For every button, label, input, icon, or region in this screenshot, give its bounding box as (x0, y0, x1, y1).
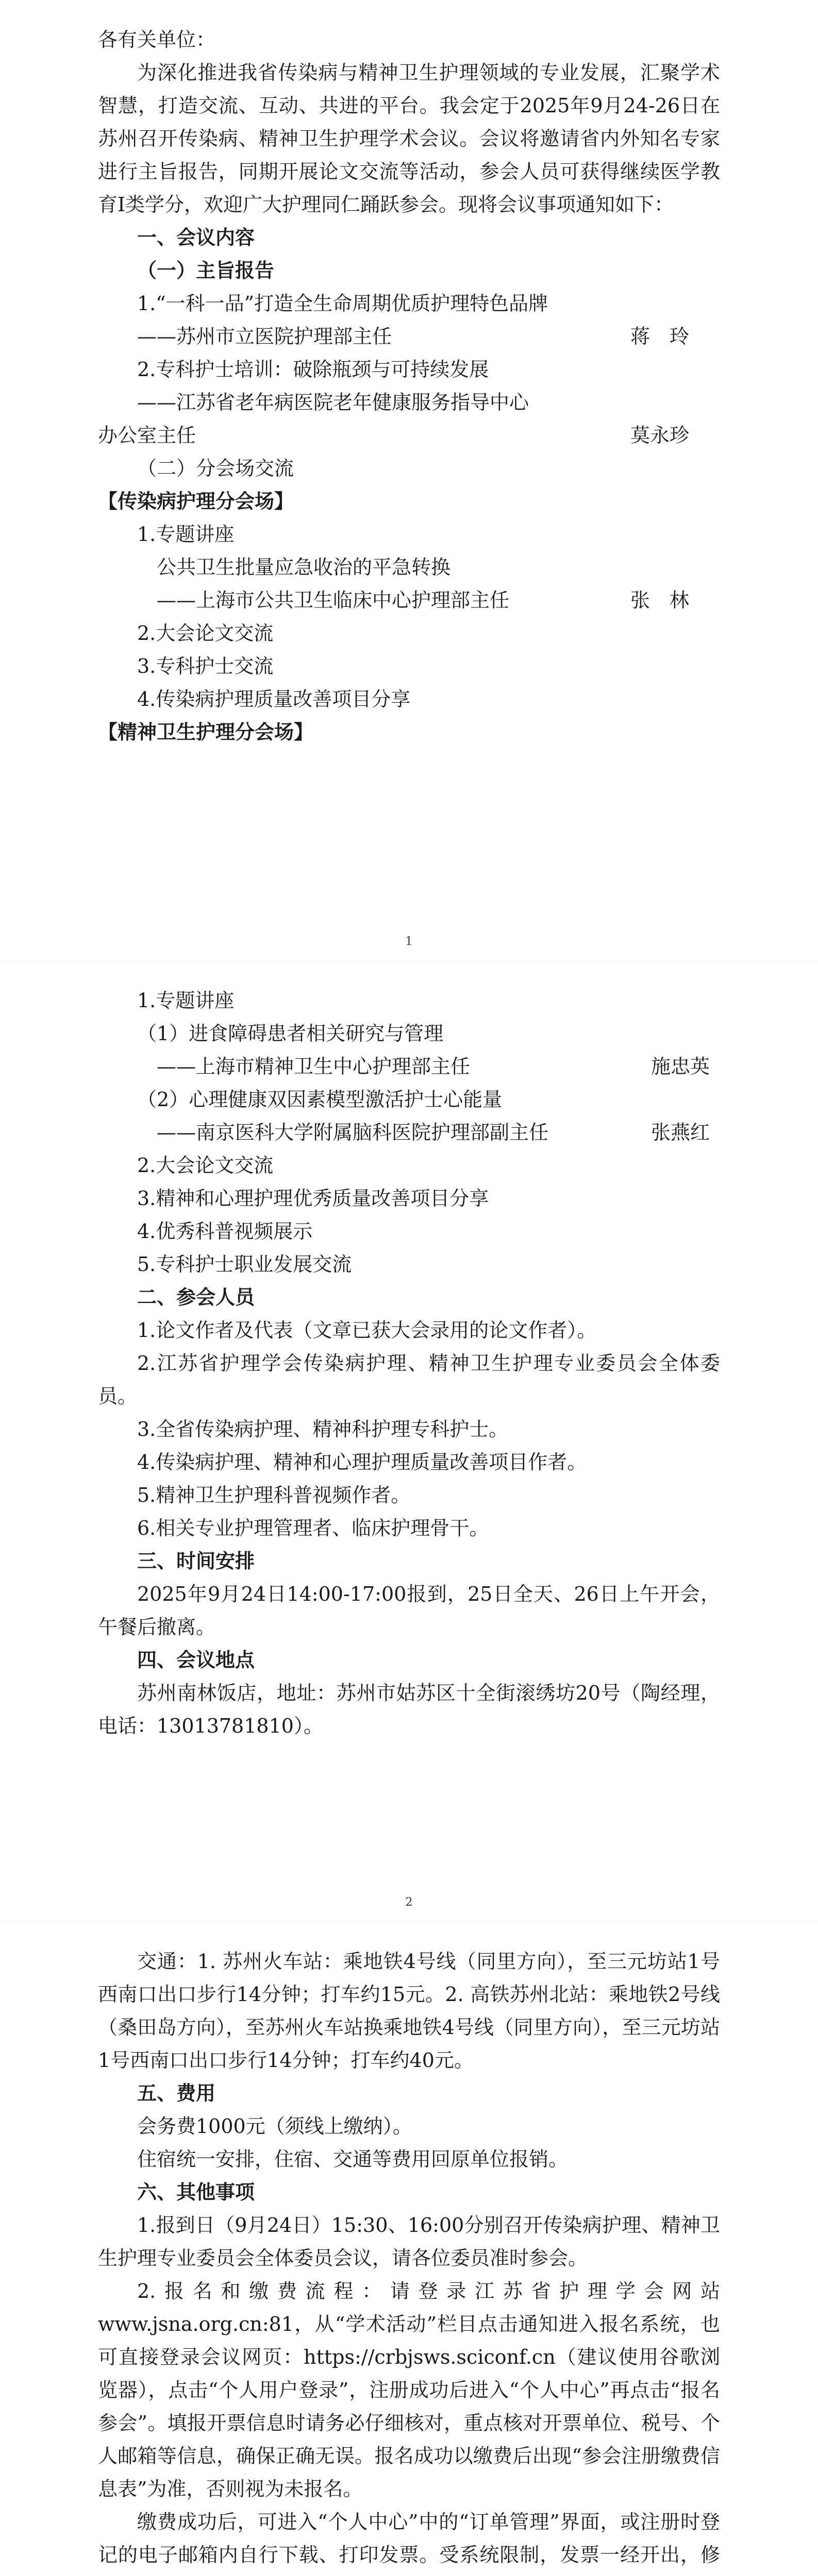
document-page-3 (0, 1922, 818, 2576)
venue-heading: 【传染病护理分会场】 (98, 489, 294, 513)
report-title: 2.专科护士培训：破除瓶颈与可持续发展 (137, 358, 489, 381)
list-item: 4.传染病护理、精神和心理护理质量改善项目作者。 (137, 1451, 587, 1473)
list-item: 1.专题讲座 (137, 523, 235, 546)
speaker-name: 张 林 (630, 589, 689, 612)
page-number: 1 (405, 935, 413, 948)
page-number: 2 (405, 1896, 413, 1909)
page-1-body (98, 23, 720, 749)
speaker-line (98, 419, 720, 452)
list-item: 4.传染病护理质量改善项目分享 (137, 688, 411, 710)
salutation: 各有关单位： (98, 28, 216, 51)
list-item: 2.大会论文交流 (137, 1154, 274, 1177)
speaker-line (98, 1050, 720, 1083)
section-heading: 四、会议地点 (137, 1648, 255, 1671)
list-item: 3.全省传染病护理、精神科护理专科护士。 (137, 1418, 509, 1440)
page-2-body (98, 984, 720, 1742)
section-heading: 六、其他事项 (137, 2180, 255, 2204)
section-heading: 一、会议内容 (137, 226, 255, 249)
venue-heading: 【精神卫生护理分会场】 (98, 720, 314, 743)
lecture-title: 公共卫生批量应急收治的平急转换 (157, 556, 451, 579)
document-page-2 (0, 961, 818, 1922)
lecture-title: （1）进食障碍患者相关研究与管理 (137, 1022, 444, 1045)
schedule-text: 2025年9月24日14:00-17:00报到，25日全天、26日上午开会，午餐后撤离。 (98, 1583, 720, 1638)
speaker-name: 蒋 玲 (630, 325, 689, 348)
speaker-name: 施忠英 (650, 1055, 710, 1078)
fee-text: 会务费1000元（须线上缴纳）。 (137, 2115, 412, 2138)
list-item: 1.专题讲座 (137, 989, 235, 1012)
transport-text: 交通：1. 苏州火车站：乘地铁4号线（同里方向），至三元坊站1号西南口出口步行14分钟；打车约15元。2. 高铁苏州北站：乘地铁2号线（桑田岛方向），至苏州火车站换乘地铁4号线（同里方向），至三元坊站1号西南口出口步行14分钟；打车约40元。 (98, 1950, 720, 2072)
list-item: 3.专科护士交流 (137, 655, 274, 677)
subsection-heading: （二）分会场交流 (137, 457, 294, 480)
speaker-title: ——江苏省老年病医院老年健康服务指导中心 (137, 391, 529, 414)
subsection-heading: （一）主旨报告 (137, 259, 275, 282)
speaker-line (98, 320, 720, 353)
list-item: 5.精神卫生护理科普视频作者。 (137, 1484, 411, 1506)
report-title: 1.“一科一品”打造全生命周期优质护理特色品牌 (137, 292, 548, 315)
list-item: 2.江苏省护理学会传染病护理、精神卫生护理专业委员会全体委员。 (98, 1352, 720, 1408)
list-item: 2.报名和缴费流程：请登录江苏省护理学会网站www.jsna.org.cn:81，从“学术活动”栏目点击通知进入报名系统，也可直接登录会议网页：https://crbjsws.sciconf.cn（建议使用谷歌浏览器），点击“个人用户登录”，注册成功后进入“个人中心”再点击“报名参会”。填报开票信息时请务必仔细核对，重点核对开票单位、税号、个人邮箱等信息，确保正确无误。报名成功以缴费后出现“参会注册缴费信息表”为准，否则视为未报名。 (98, 2280, 720, 2500)
venue-address: 苏州南林饭店，地址：苏州市姑苏区十全街滚绣坊20号（陶经理，电话：13013781810）。 (98, 1682, 720, 1737)
list-item: 5.专科护士职业发展交流 (137, 1253, 352, 1276)
speaker-title: 办公室主任 (98, 424, 196, 447)
speaker-title: ——南京医科大学附属脑科医院护理部副主任 (157, 1121, 549, 1144)
list-item: 2.大会论文交流 (137, 622, 274, 645)
list-item: 1.论文作者及代表（文章已获大会录用的论文作者）。 (137, 1319, 597, 1342)
page-3-body (98, 1945, 720, 2576)
list-item: 4.优秀科普视频展示 (137, 1220, 313, 1243)
section-heading: 三、时间安排 (137, 1549, 255, 1572)
fee-text: 住宿统一安排，住宿、交通等费用回原单位报销。 (137, 2148, 569, 2171)
list-item: 3.精神和心理护理优秀质量改善项目分享 (137, 1187, 489, 1210)
section-heading: 二、参会人员 (137, 1285, 255, 1309)
list-item: 6.相关专业护理管理者、临床护理骨干。 (137, 1517, 489, 1539)
speaker-name: 莫永珍 (630, 424, 689, 447)
speaker-line (98, 584, 720, 617)
document-page-1 (0, 0, 818, 961)
lecture-title: （2）心理健康双因素模型激活护士心能量 (137, 1088, 503, 1111)
payment-note: 缴费成功后，可进入“个人中心”中的“订单管理”界面，或注册时登记的电子邮箱内自行下载、打印发票。受系统限制，发票一经开出，修 (98, 2511, 720, 2566)
speaker-name: 张燕红 (650, 1121, 710, 1144)
intro-paragraph: 为深化推进我省传染病与精神卫生护理领域的专业发展，汇聚学术智慧，打造交流、互动、共进的平台。我会定于2025年9月24-26日在苏州召开传染病、精神卫生护理学术会议。会议将邀请省内外知名专家进行主旨报告，同期开展论文交流等活动，参会人员可获得继续医学教育I类学分，欢迎广大护理同仁踊跃参会。现将会议事项通知如下： (98, 61, 720, 216)
section-heading: 五、费用 (137, 2081, 216, 2105)
speaker-line (98, 1116, 720, 1149)
speaker-title: ——上海市精神卫生中心护理部主任 (157, 1055, 471, 1078)
speaker-title: ——上海市公共卫生临床中心护理部主任 (157, 589, 510, 612)
list-item: 1.报到日（9月24日）15:30、16:00分别召开传染病护理、精神卫生护理专业委员会全体委员会议，请各位委员准时参会。 (98, 2214, 720, 2269)
speaker-title: ——苏州市立医院护理部主任 (137, 325, 392, 348)
